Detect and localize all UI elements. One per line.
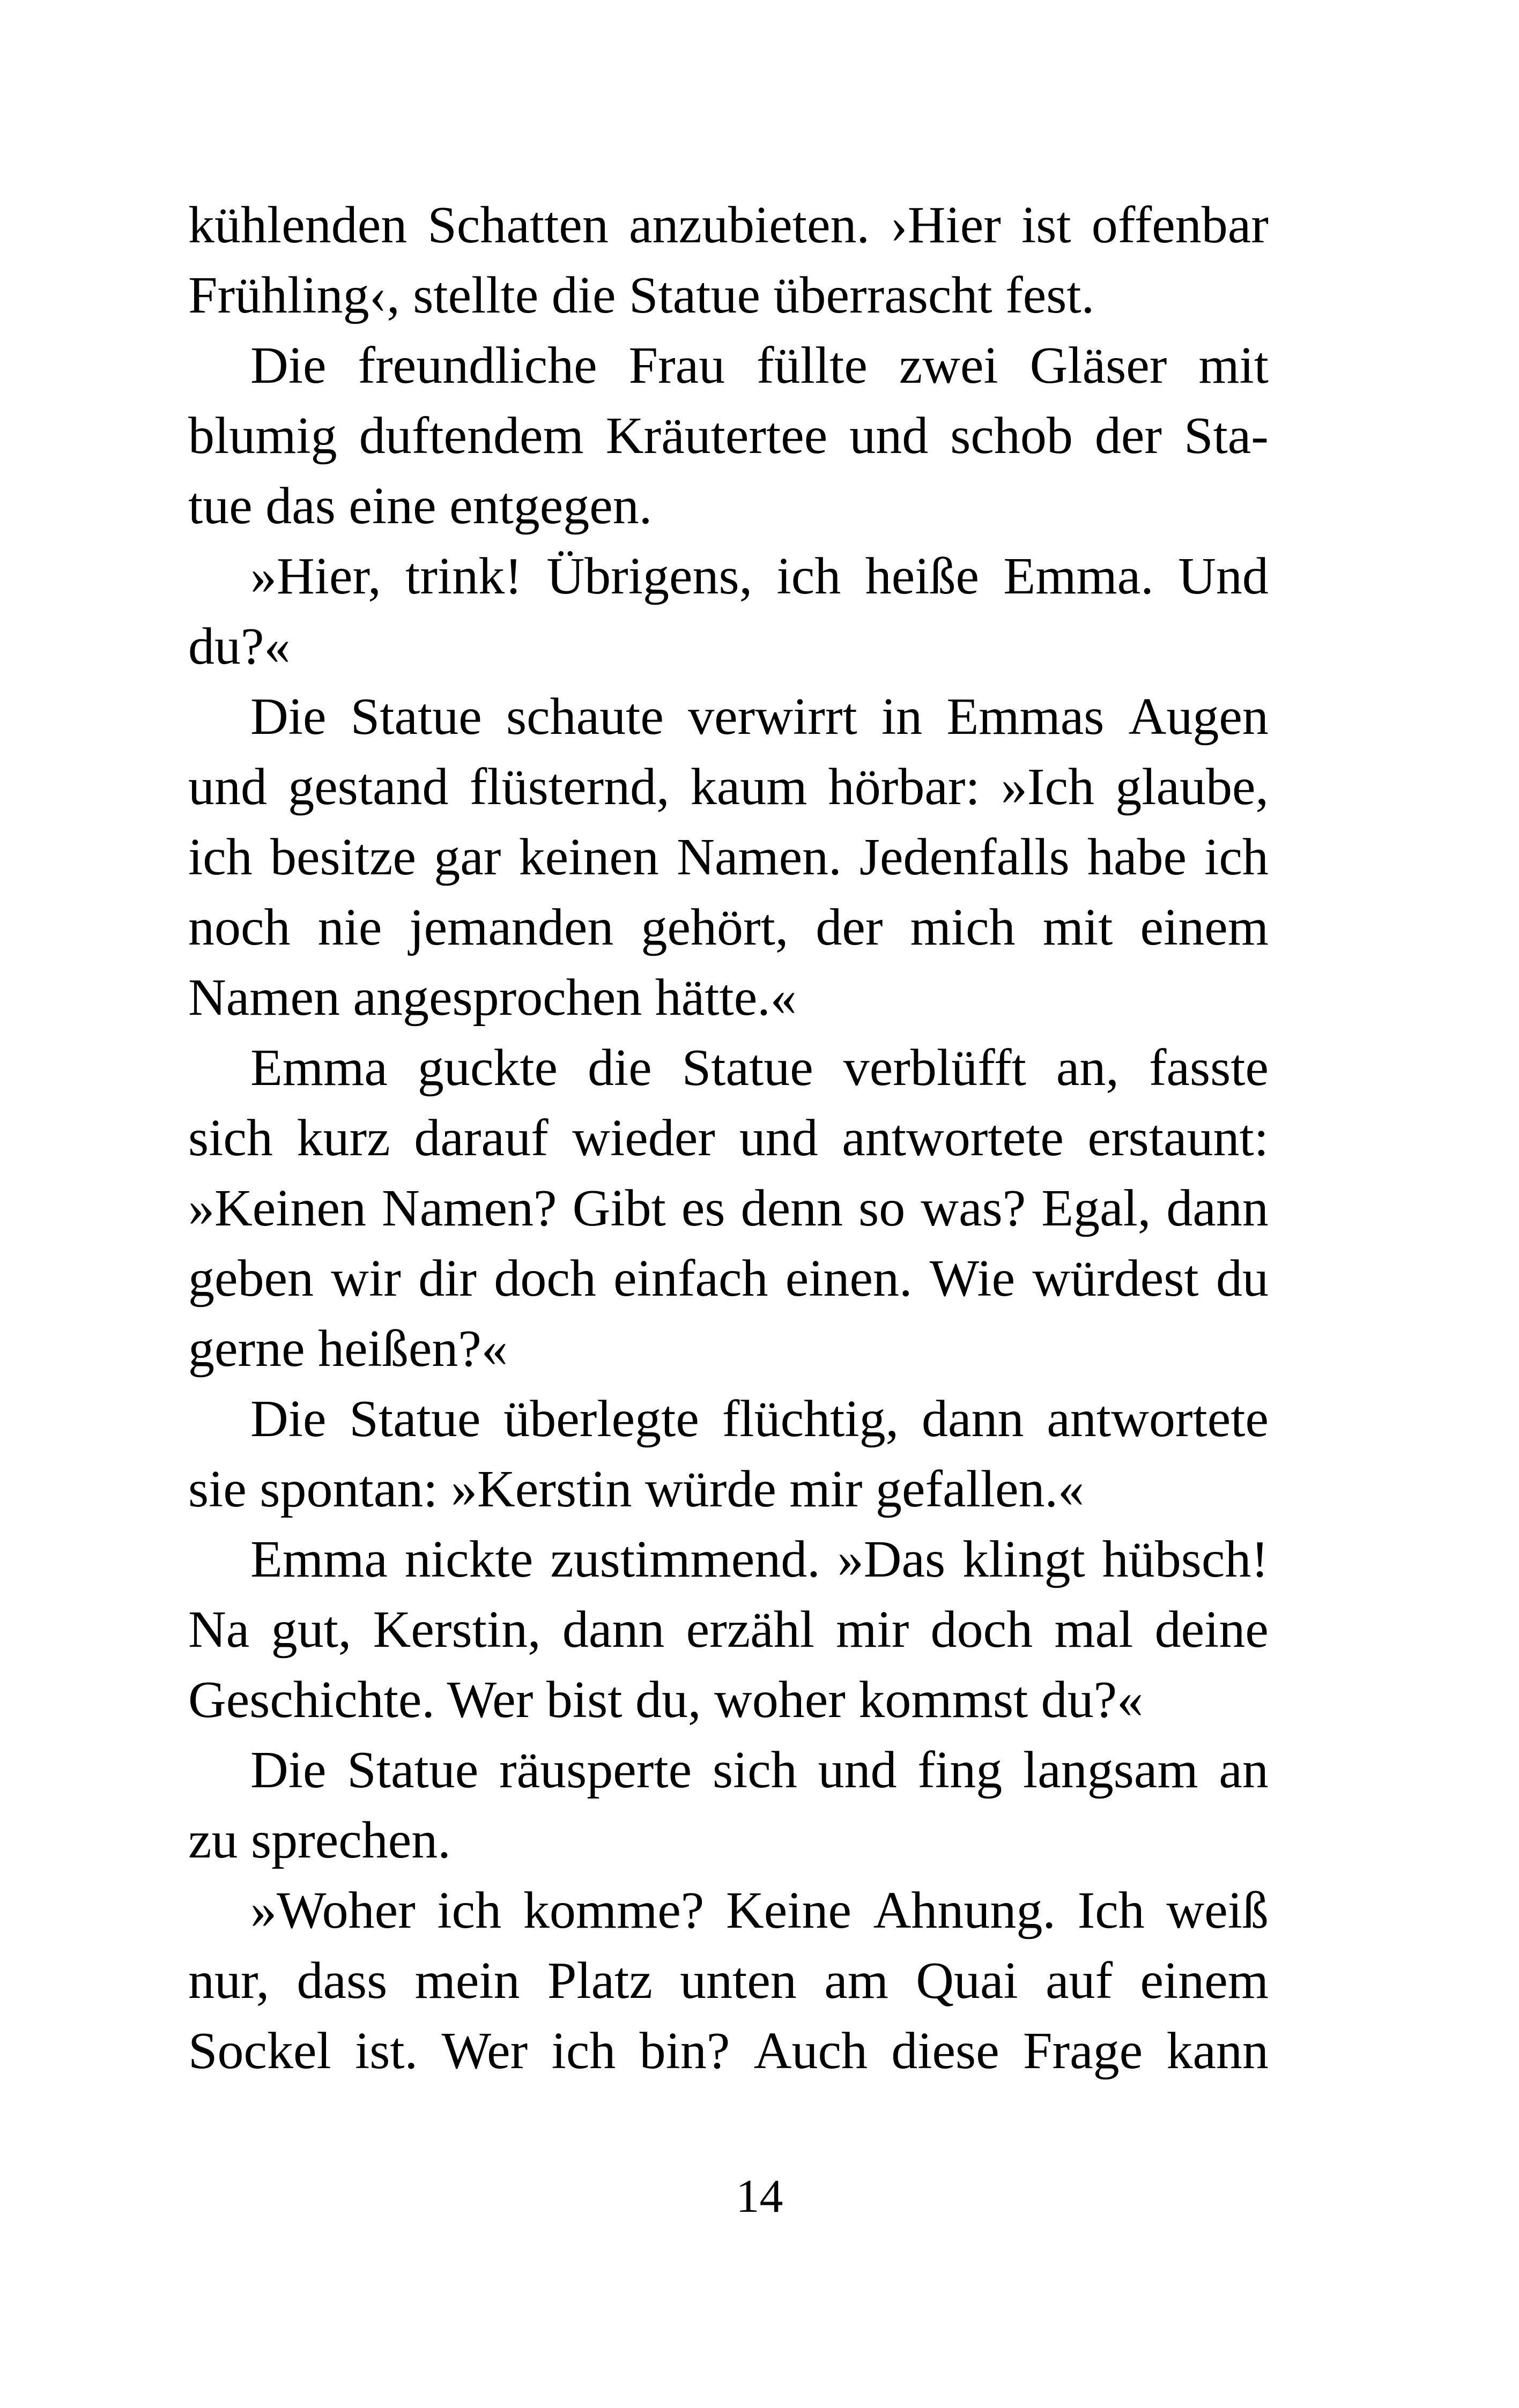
text-word: Sta- xyxy=(1184,407,1269,465)
text-word: blumig xyxy=(188,407,337,465)
text-word: zwei xyxy=(899,337,998,395)
text-word: so xyxy=(858,1179,906,1237)
text-word: wir xyxy=(331,1250,401,1307)
text-word: weiß xyxy=(1166,1882,1269,1939)
text-word: sich xyxy=(188,1109,273,1167)
text-word: Statue xyxy=(681,1039,813,1097)
text-word: Na xyxy=(188,1601,250,1659)
text-word: auf xyxy=(1046,1952,1113,2010)
text-word: bin? xyxy=(639,2022,730,2080)
text-word: geben xyxy=(188,1250,314,1307)
text-word: erstaunt: xyxy=(1087,1109,1269,1167)
text-word: räusperte xyxy=(499,1741,692,1799)
text-word: kann xyxy=(1166,2022,1269,2080)
text-word: einfach xyxy=(613,1250,768,1307)
text-word: kaum xyxy=(690,758,807,816)
text-word: ist. xyxy=(355,2022,418,2080)
text-word: »Das xyxy=(837,1530,946,1588)
text-word: nur, xyxy=(188,1952,270,2010)
text-line xyxy=(188,682,1269,752)
text-word: antwortete xyxy=(1047,1390,1269,1448)
text-word: flüchtig, xyxy=(722,1390,899,1448)
text-word: Ahnung. xyxy=(873,1882,1056,1939)
text-word: dann xyxy=(1166,1179,1269,1237)
text-word: Quai xyxy=(916,1952,1018,2010)
text-word: klingt xyxy=(962,1530,1085,1588)
text-word: fing xyxy=(917,1741,1003,1799)
text-line: Namen angesprochen hätte.« xyxy=(188,969,797,1027)
text-word: flüsternd, xyxy=(469,758,670,816)
text-word: Emma. xyxy=(1003,547,1154,605)
text-word: mein xyxy=(414,1952,520,2010)
text-line: gerne heißen?« xyxy=(188,1320,508,1378)
text-word: Die xyxy=(250,1390,327,1448)
text-word: einem xyxy=(1140,1952,1269,2010)
text-word: erzähl xyxy=(686,1601,814,1659)
text-word: dass xyxy=(297,1952,388,2010)
text-line xyxy=(188,401,1269,471)
text-word: gut, xyxy=(271,1601,352,1659)
text-word: hübsch! xyxy=(1102,1530,1269,1588)
text-line xyxy=(188,1876,1269,1946)
text-word: mich xyxy=(910,898,1016,956)
text-word: noch xyxy=(188,898,291,956)
body-text xyxy=(188,190,1269,2086)
text-line: Frühling‹, stellte die Statue überrascht fest. xyxy=(188,266,1095,324)
text-word: würdest xyxy=(1032,1250,1199,1307)
text-word: kurz xyxy=(297,1109,390,1167)
text-word: Statue xyxy=(347,1741,479,1799)
text-word: Gläser xyxy=(1029,337,1167,395)
text-word: und xyxy=(849,407,929,465)
text-word: Jedenfalls xyxy=(859,828,1070,886)
text-word: Namen. xyxy=(677,828,842,886)
text-word: jemanden xyxy=(409,898,614,956)
text-word: Schatten xyxy=(427,196,609,254)
text-word: dann xyxy=(922,1390,1024,1448)
text-word: Sockel xyxy=(188,2022,331,2080)
text-line xyxy=(188,190,1269,261)
text-word: Namen? xyxy=(382,1179,557,1237)
text-word: und xyxy=(188,758,267,816)
text-word: Die xyxy=(250,1741,327,1799)
text-word: dir xyxy=(418,1250,477,1307)
text-word: mal xyxy=(1054,1601,1133,1659)
text-line xyxy=(188,1033,1269,1103)
text-word: kühlenden xyxy=(188,196,407,254)
text-word: Statue xyxy=(350,688,482,746)
text-word: wieder xyxy=(572,1109,715,1167)
text-word: trink! xyxy=(405,547,522,605)
text-word: unten xyxy=(680,1952,797,2010)
text-word: duftendem xyxy=(359,407,584,465)
text-word: darauf xyxy=(414,1109,549,1167)
text-word: verblüfft xyxy=(843,1039,1026,1097)
text-word: mit xyxy=(1042,898,1113,956)
text-line xyxy=(188,331,1269,401)
text-word: schob xyxy=(950,407,1073,465)
text-word: einem xyxy=(1140,898,1269,956)
text-word: doch xyxy=(930,1601,1033,1659)
text-word: »Hier, xyxy=(250,547,381,605)
text-word: Auch xyxy=(753,2022,868,2080)
text-word: deine xyxy=(1154,1601,1269,1659)
text-line: Geschichte. Wer bist du, woher kommst du?« xyxy=(188,1671,1144,1729)
text-word: Frage xyxy=(1023,2022,1143,2080)
text-word: anzubieten. xyxy=(629,196,870,254)
text-word: Und xyxy=(1178,547,1269,605)
text-word: glaube, xyxy=(1115,758,1269,816)
text-word: guckte xyxy=(417,1039,558,1097)
text-word: nickte xyxy=(404,1530,533,1588)
text-word: schaute xyxy=(506,688,664,746)
text-line: sie spontan: »Kerstin würde mir gefallen.« xyxy=(188,1460,1085,1518)
text-word: Statue xyxy=(349,1390,481,1448)
text-word: in xyxy=(881,688,923,746)
text-word: ich xyxy=(776,547,841,605)
text-word: Übrigens, xyxy=(546,547,753,605)
text-word: zustimmend. xyxy=(550,1530,820,1588)
text-word: ›Hier xyxy=(890,196,1001,254)
text-word: gestand xyxy=(288,758,449,816)
text-word: Emmas xyxy=(946,688,1105,746)
text-line xyxy=(188,541,1269,612)
text-word: Kräutertee xyxy=(605,407,828,465)
text-word: ich xyxy=(188,828,253,886)
text-line xyxy=(188,2016,1269,2086)
text-word: ich xyxy=(1204,828,1269,886)
text-word: hörbar: xyxy=(828,758,980,816)
text-word: ist xyxy=(1021,196,1071,254)
text-word: es xyxy=(681,1179,725,1237)
text-line xyxy=(188,1384,1269,1454)
text-line xyxy=(188,1244,1269,1314)
text-word: heiße xyxy=(865,547,979,605)
text-word: doch xyxy=(494,1250,596,1307)
text-word: und xyxy=(818,1741,897,1799)
text-line xyxy=(188,1525,1269,1595)
text-line xyxy=(188,1946,1269,2016)
text-word: Wie xyxy=(929,1250,1016,1307)
text-word: du xyxy=(1216,1250,1269,1307)
text-word: langsam xyxy=(1023,1741,1198,1799)
text-word: gehört, xyxy=(641,898,789,956)
text-word: ich xyxy=(551,2022,616,2080)
text-word: sich xyxy=(712,1741,797,1799)
text-word: und xyxy=(739,1109,818,1167)
text-line xyxy=(188,1735,1269,1805)
text-word: Ich xyxy=(1077,1882,1145,1939)
text-word: Augen xyxy=(1128,688,1269,746)
text-line xyxy=(188,893,1269,963)
text-word: antwortete xyxy=(842,1109,1064,1167)
text-word: keinen xyxy=(518,828,659,886)
text-word: besitze xyxy=(270,828,417,886)
text-word: Kerstin, xyxy=(373,1601,541,1659)
text-word: was? xyxy=(921,1179,1026,1237)
text-word: Wer xyxy=(441,2022,528,2080)
text-word: an xyxy=(1219,1741,1269,1799)
text-word: denn xyxy=(740,1179,843,1237)
text-line xyxy=(188,752,1269,822)
text-line xyxy=(188,1595,1269,1665)
text-word: überlegte xyxy=(503,1390,699,1448)
text-line: du?« xyxy=(188,618,291,675)
text-word: ich xyxy=(437,1882,502,1939)
page-number: 14 xyxy=(736,2171,783,2223)
text-word: der xyxy=(816,898,883,956)
text-word: komme? xyxy=(523,1882,705,1939)
text-line xyxy=(188,822,1269,893)
text-word: diese xyxy=(891,2022,999,2080)
text-word: füllte xyxy=(757,337,868,395)
text-word: habe xyxy=(1087,828,1187,886)
text-word: mit xyxy=(1198,337,1269,395)
text-word: Keine xyxy=(725,1882,851,1939)
text-word: freundliche xyxy=(358,337,597,395)
text-word: an, xyxy=(1056,1039,1119,1097)
text-line xyxy=(188,1103,1269,1173)
text-word: fasste xyxy=(1148,1039,1269,1097)
text-word: offenbar xyxy=(1091,196,1269,254)
text-line: tue das eine entgegen. xyxy=(188,477,653,535)
text-word: Die xyxy=(250,688,327,746)
text-word: »Ich xyxy=(1001,758,1095,816)
text-word: die xyxy=(588,1039,652,1097)
text-word: gar xyxy=(434,828,501,886)
text-word: Egal, xyxy=(1041,1179,1151,1237)
text-word: Die xyxy=(250,337,327,395)
text-line: zu sprechen. xyxy=(188,1811,451,1869)
text-word: Platz xyxy=(547,1952,653,2010)
text-line xyxy=(188,1173,1269,1244)
text-word: Emma xyxy=(250,1039,388,1097)
text-word: Gibt xyxy=(572,1179,666,1237)
text-word: dann xyxy=(562,1601,665,1659)
text-word: mir xyxy=(836,1601,909,1659)
text-word: »Keinen xyxy=(188,1179,366,1237)
text-word: nie xyxy=(317,898,382,956)
text-word: am xyxy=(824,1952,888,2010)
text-word: »Woher xyxy=(250,1882,416,1939)
text-word: der xyxy=(1094,407,1162,465)
text-word: einen. xyxy=(785,1250,913,1307)
text-word: verwirrt xyxy=(688,688,857,746)
text-word: Emma xyxy=(250,1530,388,1588)
text-word: Frau xyxy=(628,337,725,395)
